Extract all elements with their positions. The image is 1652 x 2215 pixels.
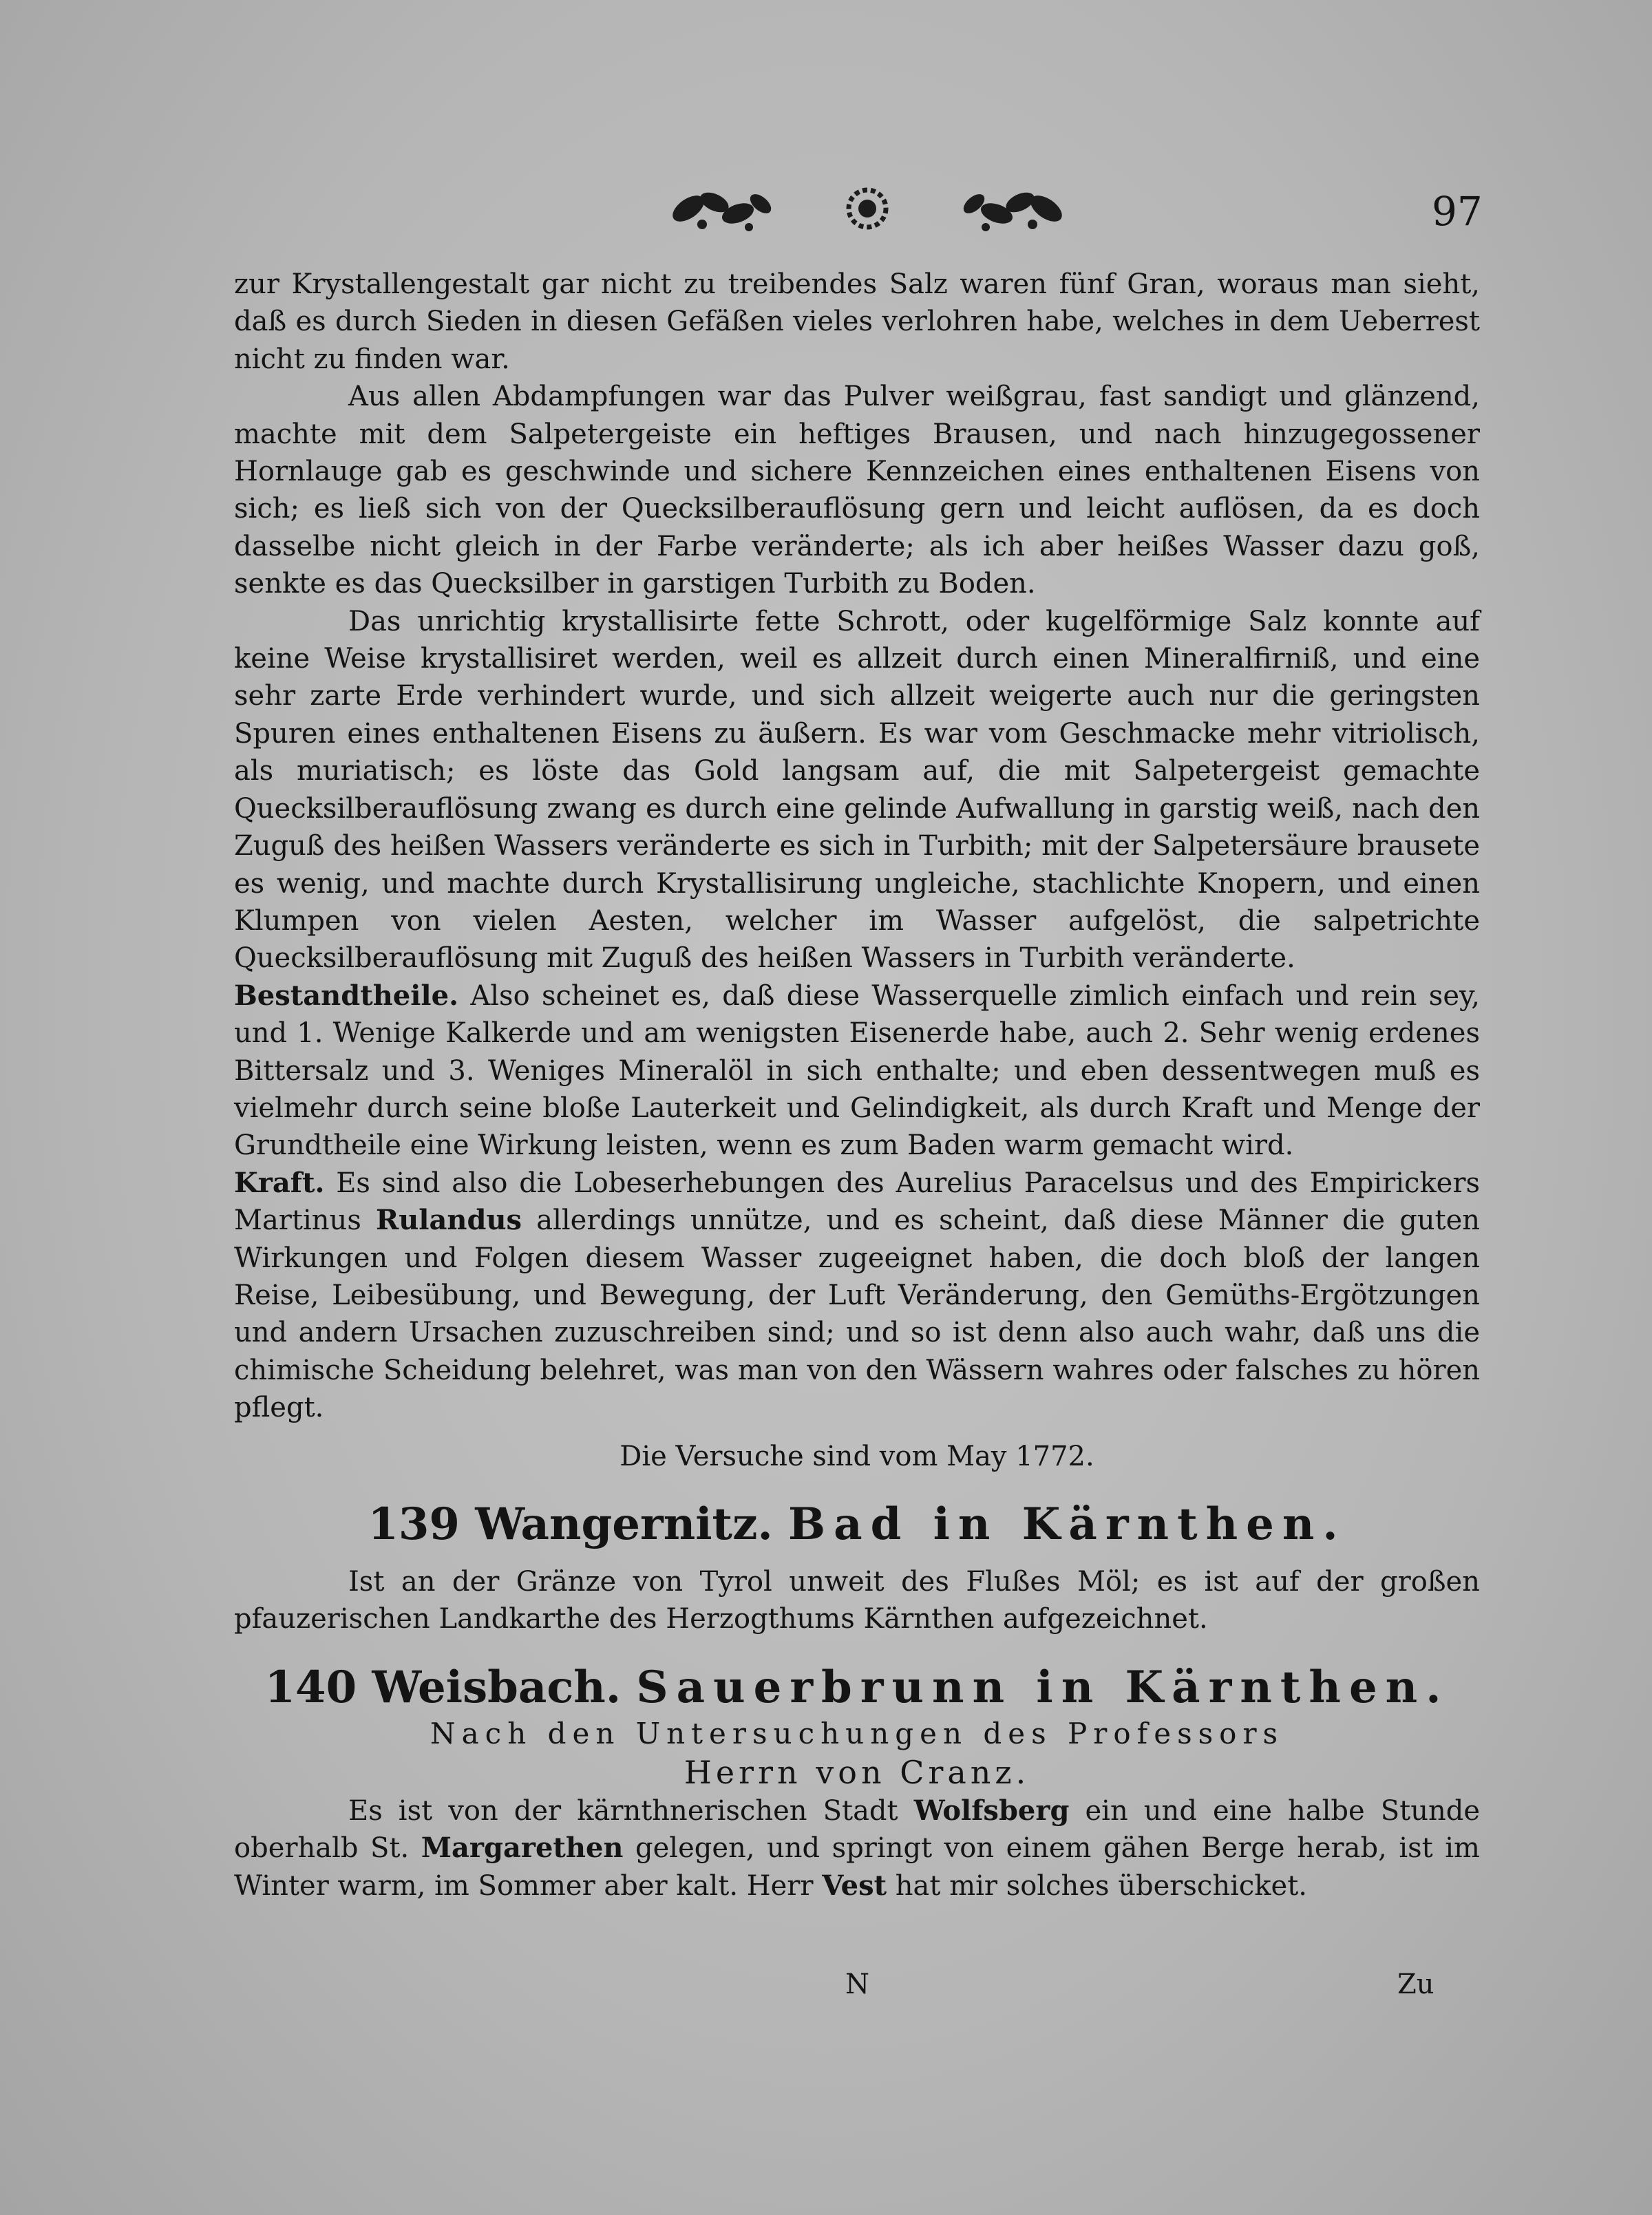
paragraph — [234, 1792, 1480, 1905]
catchword: Zu — [1397, 1969, 1434, 2000]
section-heading-139 — [234, 1497, 1480, 1552]
paragraph-text: Es sind also die Lobeserhebungen des Aurelius Paracelsus und des Empirickers Martinus — [234, 1167, 1480, 1237]
signature-mark: N — [845, 1969, 869, 2000]
paragraph-bestandtheile — [234, 977, 1480, 1165]
leaf-scroll-icon — [668, 189, 775, 231]
paragraph-text: ein und eine halbe Stunde oberhalb St. — [234, 1794, 1480, 1865]
paragraph: zur Krystallengestalt gar nicht zu treibendes Salz waren fünf Gran, woraus man sieht, daß es durch Sieden in diesen Gefäßen vieles verlohren habe, welches in dem Ueberrest nicht zu finden war. — [234, 268, 1480, 375]
emphasized-name: Rulandus — [375, 1204, 522, 1237]
subheading: Nach den Untersuchungen des Professors — [430, 1716, 1284, 1750]
heading-rest: Bad in Kärnthen. — [788, 1498, 1346, 1550]
emphasized-name: Margarethen — [421, 1832, 624, 1865]
leaf-scroll-icon — [960, 189, 1067, 231]
paragraph: Ist an der Gränze von Tyrol unweit des Flußes Möl; es ist auf der großen pfauzerischen Landkarthe des Herzogthums Kärnthen aufgezeichnet. — [234, 1566, 1480, 1635]
header-ornament — [661, 178, 1074, 240]
emphasized-name: Wolfsberg — [913, 1794, 1070, 1827]
paragraph-text: Es ist von der kärnthnerischen Stadt — [348, 1794, 898, 1827]
paragraph-kraft — [234, 1165, 1480, 1427]
section-number: 139 — [368, 1498, 460, 1550]
paragraph-text: allerdings unnütze, und es scheint, daß diese Männer die guten Wirkungen und Folgen diesem Wasser zugeeignet haben, die doch bloß der langen Reise, Leibesübung, und Bewegung, der Luft Veränderung, den Gemüths-Ergötzungen und andern Ursachen zuzuschreiben sind; und so ist denn also auch wahr, daß uns die chimische Scheidung belehret, was man von den Wässern wahres oder falsches zu hören pflegt. — [234, 1205, 1481, 1424]
body-text — [234, 266, 1480, 1905]
paragraph-text: gelegen, und springt von einem gähen Berge herab, ist im Winter warm, im Sommer aber kalt. Herr — [234, 1832, 1480, 1902]
section-heading-140 — [234, 1660, 1480, 1715]
subheading-author: Herrn von Cranz. — [684, 1753, 1030, 1791]
section-label: Kraft. — [234, 1166, 325, 1199]
paragraph-text: Also scheinet es, daß diese Wasserquelle zimlich einfach und rein sey, und 1. Wenige Kalkerde und am wenigsten Eisenerde habe, auch 2. Sehr wenig erdenes Bittersalz und 3. Weniges Mineralöl in sich enthalte; und eben dessentwegen muß es vielmehr durch seine bloße Lauterkeit und Gelindigkeit, als durch Kraft und Menge der Grundtheile eine Wirkung leisten, wenn es zum Baden warm gemacht wird. — [234, 979, 1481, 1162]
section-label: Bestandtheile. — [234, 979, 458, 1012]
place-name: Wangernitz. — [475, 1498, 773, 1550]
rosette-icon — [849, 190, 886, 227]
emphasized-name: Vest — [822, 1869, 887, 1902]
paragraph: Das unrichtig krystallisirte fette Schrott, oder kugelförmige Salz konnte auf keine Weise krystallisiret werden, weil es allzeit durch einen Mineralfirniß, und eine sehr zarte Erde verhindert wurde, und sich allzeit weigerte auch nur die geringsten Spuren eines enthaltenen Eisens zu äußern. Es war vom Geschmacke mehr vitriolisch, als muriatisch; es löste das Gold langsam auf, die mit Salpetergeist gemachte Quecksilberauflösung zwang es durch eine gelinde Aufwallung in garstig weiß, nach den Zuguß des heißen Wassers veränderte es sich in Turbith; mit der Salpetersäure brausete es wenig, und machte durch Krystallisirung ungleiche, stachlichte Knopern, und einen Klumpen von vielen Aesten, welcher im Wasser aufgelöst, die salpetrichte Quecksilberauflösung mit Zuguß des heißen Wassers in Turbith veränderte. — [234, 605, 1480, 975]
paragraph: Aus allen Abdampfungen war das Pulver weißgrau, fast sandigt und glänzend, machte mit dem Salpetergeiste ein heftiges Brausen, und nach hinzugegossener Hornlauge gab es geschwinde und sichere Kennzeichen eines enthaltenen Eisens von sich; es ließ sich von der Quecksilberauflösung gern und leicht auflösen, da es doch dasselbe nicht gleich in der Farbe veränderte; als ich aber heißes Wasser dazu goß, senkte es das Quecksilber in garstigen Turbith zu Boden. — [234, 381, 1480, 600]
place-name: Weisbach. — [372, 1661, 622, 1713]
dated-signoff: Die Versuche sind vom May 1772. — [620, 1440, 1094, 1472]
page-number: 97 — [1432, 188, 1483, 235]
paragraph-text: hat mir solches überschicket. — [895, 1869, 1307, 1902]
section-number: 140 — [264, 1661, 357, 1713]
heading-rest: Sauerbrunn in Kärnthen. — [636, 1661, 1450, 1713]
